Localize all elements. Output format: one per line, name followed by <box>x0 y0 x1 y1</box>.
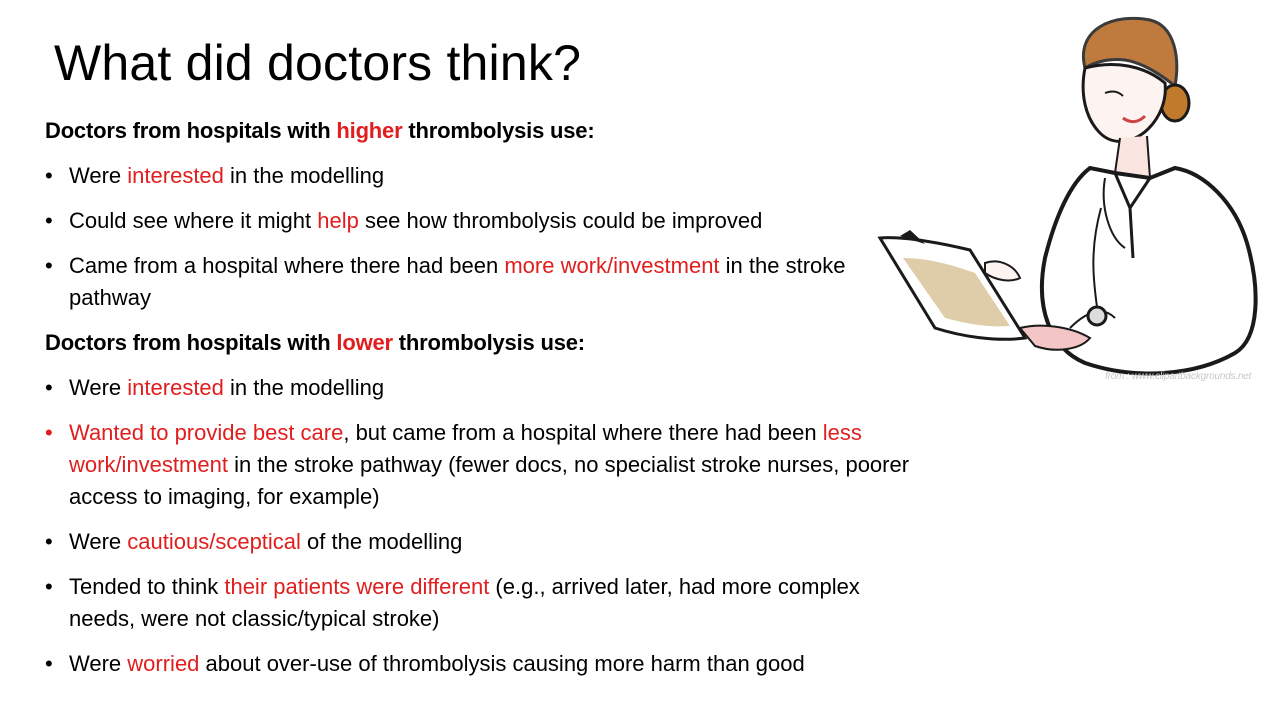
higher-use-bullet-list <box>45 160 925 314</box>
bullet-text: of the modelling <box>300 529 463 554</box>
bullet-text: , but came from a hospital where there had been <box>343 420 823 445</box>
bullet-highlight: less work/investment <box>69 420 862 477</box>
bullet-item <box>45 526 925 558</box>
heading-suffix: thrombolysis use: <box>392 330 585 355</box>
heading-emphasis: higher <box>336 118 403 143</box>
heading-emphasis: lower <box>336 330 393 355</box>
bullet-dot-icon: • <box>45 529 53 554</box>
bullet-text: in the stroke pathway (fewer docs, no specialist stroke nurses, poorer access to imaging, for example) <box>69 452 910 509</box>
slide-content <box>45 115 925 680</box>
bullet-item <box>45 205 925 237</box>
bullet-dot-icon: • <box>45 253 53 278</box>
bullet-text: Were <box>69 651 128 676</box>
bullet-text: in the modelling <box>223 375 385 400</box>
bullet-text: in the modelling <box>223 163 385 188</box>
bullet-text: Were <box>69 163 128 188</box>
bullet-highlight: interested <box>127 375 224 400</box>
bullet-text: Tended to think <box>69 574 225 599</box>
bullet-text: Could see where it might <box>69 208 318 233</box>
clipart-credit: from : www.clipartbackgrounds.net <box>1105 371 1252 382</box>
bullet-item <box>45 648 925 680</box>
bullet-item <box>45 571 925 635</box>
bullet-text: see how thrombolysis could be improved <box>358 208 763 233</box>
nurse-with-clipboard-illustration <box>875 8 1265 388</box>
bullet-highlight: more work/investment <box>504 253 720 278</box>
bullet-text: Were <box>69 375 128 400</box>
bullet-dot-icon: • <box>45 651 53 676</box>
bullet-highlight: worried <box>127 651 200 676</box>
bullet-highlight: Wanted to provide best care <box>69 420 344 445</box>
bullet-dot-icon: • <box>45 375 53 400</box>
bullet-dot-icon: • <box>45 163 53 188</box>
bullet-highlight: their patients were different <box>224 574 490 599</box>
bullet-highlight: cautious/sceptical <box>127 529 301 554</box>
bullet-highlight: interested <box>127 163 224 188</box>
lower-use-bullet-list <box>45 372 925 680</box>
heading-prefix: Doctors from hospitals with <box>45 118 337 143</box>
bullet-dot-icon: • <box>45 420 53 445</box>
bullet-text: Came from a hospital where there had been <box>69 253 505 278</box>
section-heading-higher <box>45 115 925 147</box>
bullet-item <box>45 372 925 404</box>
heading-prefix: Doctors from hospitals with <box>45 330 337 355</box>
bullet-highlight: help <box>317 208 359 233</box>
bullet-text: about over-use of thrombolysis causing more harm than good <box>199 651 805 676</box>
bullet-item <box>45 417 925 513</box>
bullet-dot-icon: • <box>45 574 53 599</box>
section-heading-lower <box>45 327 925 359</box>
bullet-text: in the stroke pathway <box>69 253 846 310</box>
bullet-dot-icon: • <box>45 208 53 233</box>
bullet-text: Were <box>69 529 128 554</box>
bullet-item <box>45 160 925 192</box>
bullet-text: (e.g., arrived later, had more complex needs, were not classic/typical stroke) <box>69 574 860 631</box>
slide-title: What did doctors think? <box>54 35 582 91</box>
bullet-item <box>45 250 925 314</box>
heading-suffix: thrombolysis use: <box>402 118 595 143</box>
